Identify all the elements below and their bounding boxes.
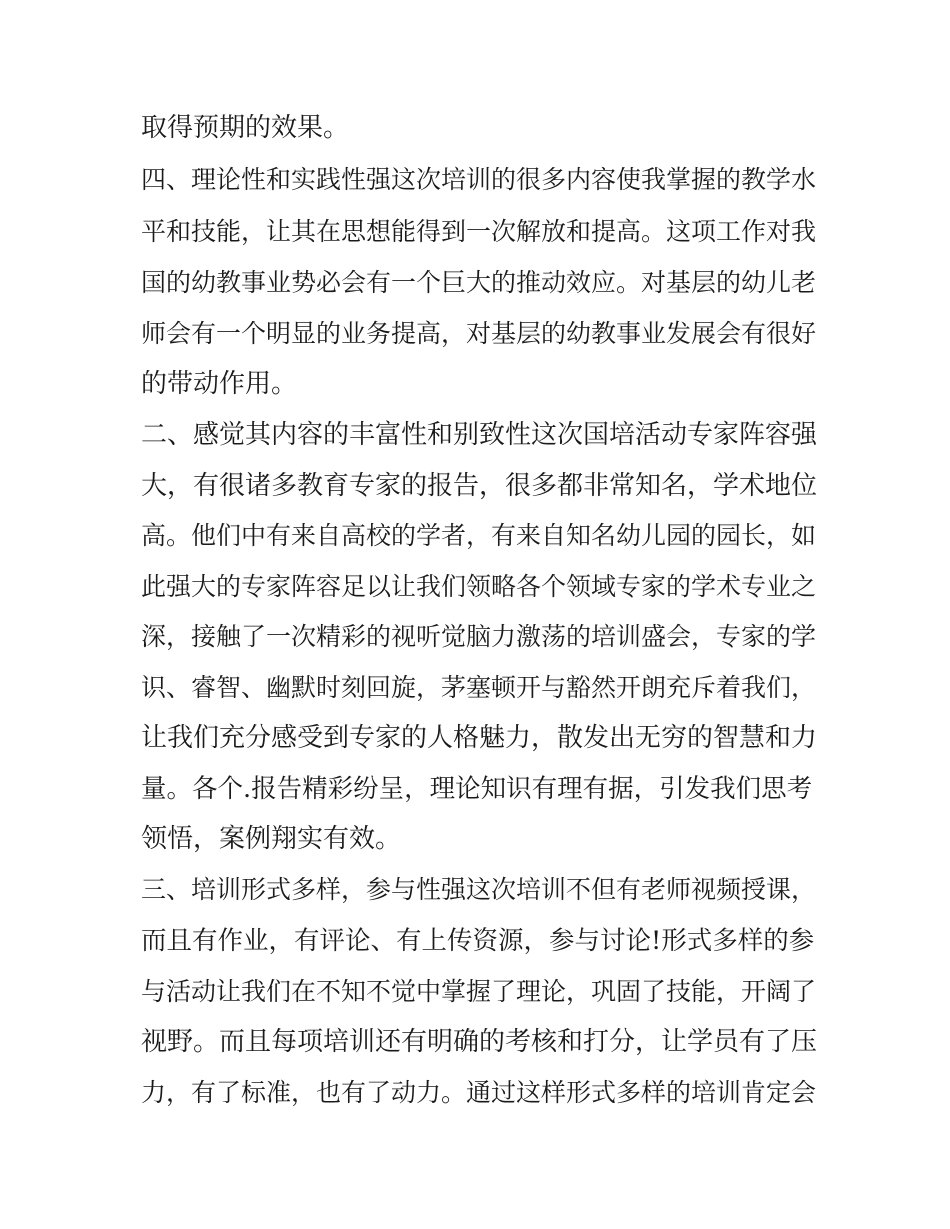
text-line: 师会有一个明显的业务提高，对基层的幼教事业发展会有很好 <box>141 319 817 348</box>
text-line: 力，有了标准，也有了动力。通过这样形式多样的培训肯定会 <box>141 1078 817 1107</box>
text-line: 国的幼教事业势必会有一个巨大的推动效应。对基层的幼儿老 <box>141 268 817 297</box>
text-line: 此强大的专家阵容足以让我们领略各个领域专家的学术专业之 <box>141 572 817 601</box>
text-line: 与活动让我们在不知不觉中掌握了理论，巩固了技能，开阔了 <box>141 977 817 1006</box>
text-line: 深，接触了一次精彩的视听觉脑力激荡的培训盛会，专家的学 <box>141 622 817 651</box>
text-line: 量。各个.报告精彩纷呈，理论知识有理有据，引发我们思考 <box>141 774 813 804</box>
text-line: 三、培训形式多样，参与性强这次培训不但有老师视频授课， <box>141 875 817 904</box>
text-line: 取得预期的效果。 <box>141 113 350 143</box>
text-line: 识、睿智、幽默时刻回旋，茅塞顿开与豁然开朗充斥着我们， <box>141 673 817 702</box>
text-line: 的带动作用。 <box>141 369 298 399</box>
text-line: 让我们充分感受到专家的人格魅力，散发出无穷的智慧和力 <box>141 723 818 753</box>
text-line: 而且有作业，有评论、有上传资源，参与讨论!形式多样的参 <box>141 926 815 956</box>
text-line: 高。他们中有来自高校的学者，有来自知名幼儿园的园长，如 <box>141 521 817 550</box>
text-line: 平和技能，让其在思想能得到一次解放和提高。这项工作对我 <box>141 217 817 246</box>
text-line: 四、理论性和实践性强这次培训的很多内容使我掌握的教学水 <box>141 165 817 194</box>
text-line: 二、感觉其内容的丰富性和别致性这次国培活动专家阵容强 <box>141 420 818 450</box>
text-line: 领悟，案例翔实有效。 <box>141 824 402 854</box>
text-line: 视野。而且每项培训还有明确的考核和打分，让学员有了压 <box>141 1027 818 1057</box>
text-line: 大，有很诸多教育专家的报告，很多都非常知名，学术地位 <box>141 471 818 501</box>
